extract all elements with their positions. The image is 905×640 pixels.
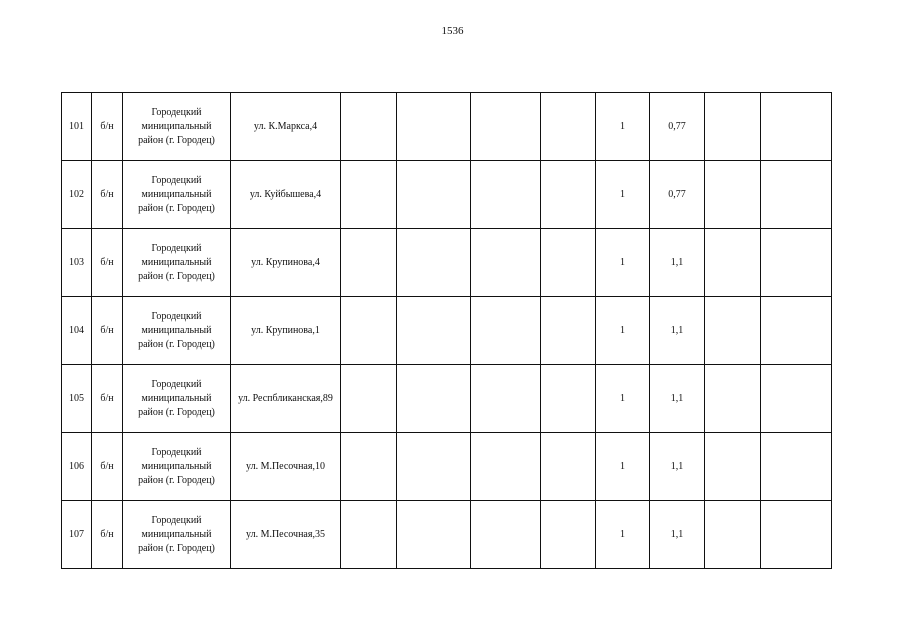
empty-cell [397, 297, 471, 365]
table-row [62, 501, 832, 569]
empty-cell [761, 161, 832, 229]
row-number-cell: 107 [62, 501, 92, 569]
page-number: 1536 [441, 25, 464, 37]
empty-cell [471, 297, 541, 365]
value-cell: 1,1 [650, 433, 705, 501]
district-cell: Городецкий миниципальный район (г. Городец) [123, 297, 231, 365]
empty-cell [341, 433, 397, 501]
value-cell: 0,77 [650, 161, 705, 229]
empty-cell [705, 365, 761, 433]
table-row [62, 365, 832, 433]
empty-cell [541, 433, 596, 501]
code-cell: б/н [92, 161, 123, 229]
empty-cell [341, 501, 397, 569]
empty-cell [341, 365, 397, 433]
row-number-cell: 106 [62, 433, 92, 501]
code-cell: б/н [92, 433, 123, 501]
table-row [62, 433, 832, 501]
registry-table [61, 92, 832, 569]
district-cell: Городецкий миниципальный район (г. Городец) [123, 93, 231, 161]
value-cell: 1,1 [650, 501, 705, 569]
empty-cell [705, 501, 761, 569]
empty-cell [397, 501, 471, 569]
empty-cell [341, 229, 397, 297]
row-number-cell: 104 [62, 297, 92, 365]
empty-cell [761, 297, 832, 365]
code-cell: б/н [92, 297, 123, 365]
table-row [62, 161, 832, 229]
table-row [62, 229, 832, 297]
count-cell: 1 [596, 433, 650, 501]
empty-cell [761, 229, 832, 297]
count-cell: 1 [596, 501, 650, 569]
empty-cell [471, 229, 541, 297]
empty-cell [761, 501, 832, 569]
empty-cell [761, 365, 832, 433]
empty-cell [397, 161, 471, 229]
address-cell: ул. Респбликанская,89 [231, 365, 341, 433]
district-cell: Городецкий миниципальный район (г. Городец) [123, 365, 231, 433]
district-cell: Городецкий миниципальный район (г. Городец) [123, 229, 231, 297]
empty-cell [397, 433, 471, 501]
empty-cell [761, 93, 832, 161]
table-row [62, 297, 832, 365]
count-cell: 1 [596, 365, 650, 433]
empty-cell [541, 93, 596, 161]
code-cell: б/н [92, 501, 123, 569]
empty-cell [705, 433, 761, 501]
table-row [62, 93, 832, 161]
count-cell: 1 [596, 229, 650, 297]
empty-cell [341, 297, 397, 365]
value-cell: 1,1 [650, 297, 705, 365]
empty-cell [471, 365, 541, 433]
value-cell: 0,77 [650, 93, 705, 161]
row-number-cell: 105 [62, 365, 92, 433]
empty-cell [541, 501, 596, 569]
count-cell: 1 [596, 297, 650, 365]
empty-cell [397, 229, 471, 297]
code-cell: б/н [92, 365, 123, 433]
row-number-cell: 102 [62, 161, 92, 229]
empty-cell [341, 93, 397, 161]
empty-cell [705, 161, 761, 229]
empty-cell [397, 365, 471, 433]
empty-cell [541, 229, 596, 297]
empty-cell [705, 297, 761, 365]
value-cell: 1,1 [650, 229, 705, 297]
empty-cell [471, 93, 541, 161]
address-cell: ул. М.Песочная,10 [231, 433, 341, 501]
value-cell: 1,1 [650, 365, 705, 433]
address-cell: ул. Крупинова,1 [231, 297, 341, 365]
empty-cell [705, 229, 761, 297]
district-cell: Городецкий миниципальный район (г. Городец) [123, 161, 231, 229]
count-cell: 1 [596, 161, 650, 229]
row-number-cell: 103 [62, 229, 92, 297]
address-cell: ул. Крупинова,4 [231, 229, 341, 297]
empty-cell [705, 93, 761, 161]
address-cell: ул. Куйбышева,4 [231, 161, 341, 229]
empty-cell [541, 365, 596, 433]
registry-table-body [62, 93, 832, 569]
address-cell: ул. М.Песочная,35 [231, 501, 341, 569]
empty-cell [341, 161, 397, 229]
address-cell: ул. К.Маркса,4 [231, 93, 341, 161]
empty-cell [471, 501, 541, 569]
empty-cell [397, 93, 471, 161]
empty-cell [471, 433, 541, 501]
code-cell: б/н [92, 93, 123, 161]
district-cell: Городецкий миниципальный район (г. Городец) [123, 501, 231, 569]
empty-cell [761, 433, 832, 501]
empty-cell [541, 297, 596, 365]
district-cell: Городецкий миниципальный район (г. Городец) [123, 433, 231, 501]
row-number-cell: 101 [62, 93, 92, 161]
code-cell: б/н [92, 229, 123, 297]
empty-cell [541, 161, 596, 229]
count-cell: 1 [596, 93, 650, 161]
empty-cell [471, 161, 541, 229]
